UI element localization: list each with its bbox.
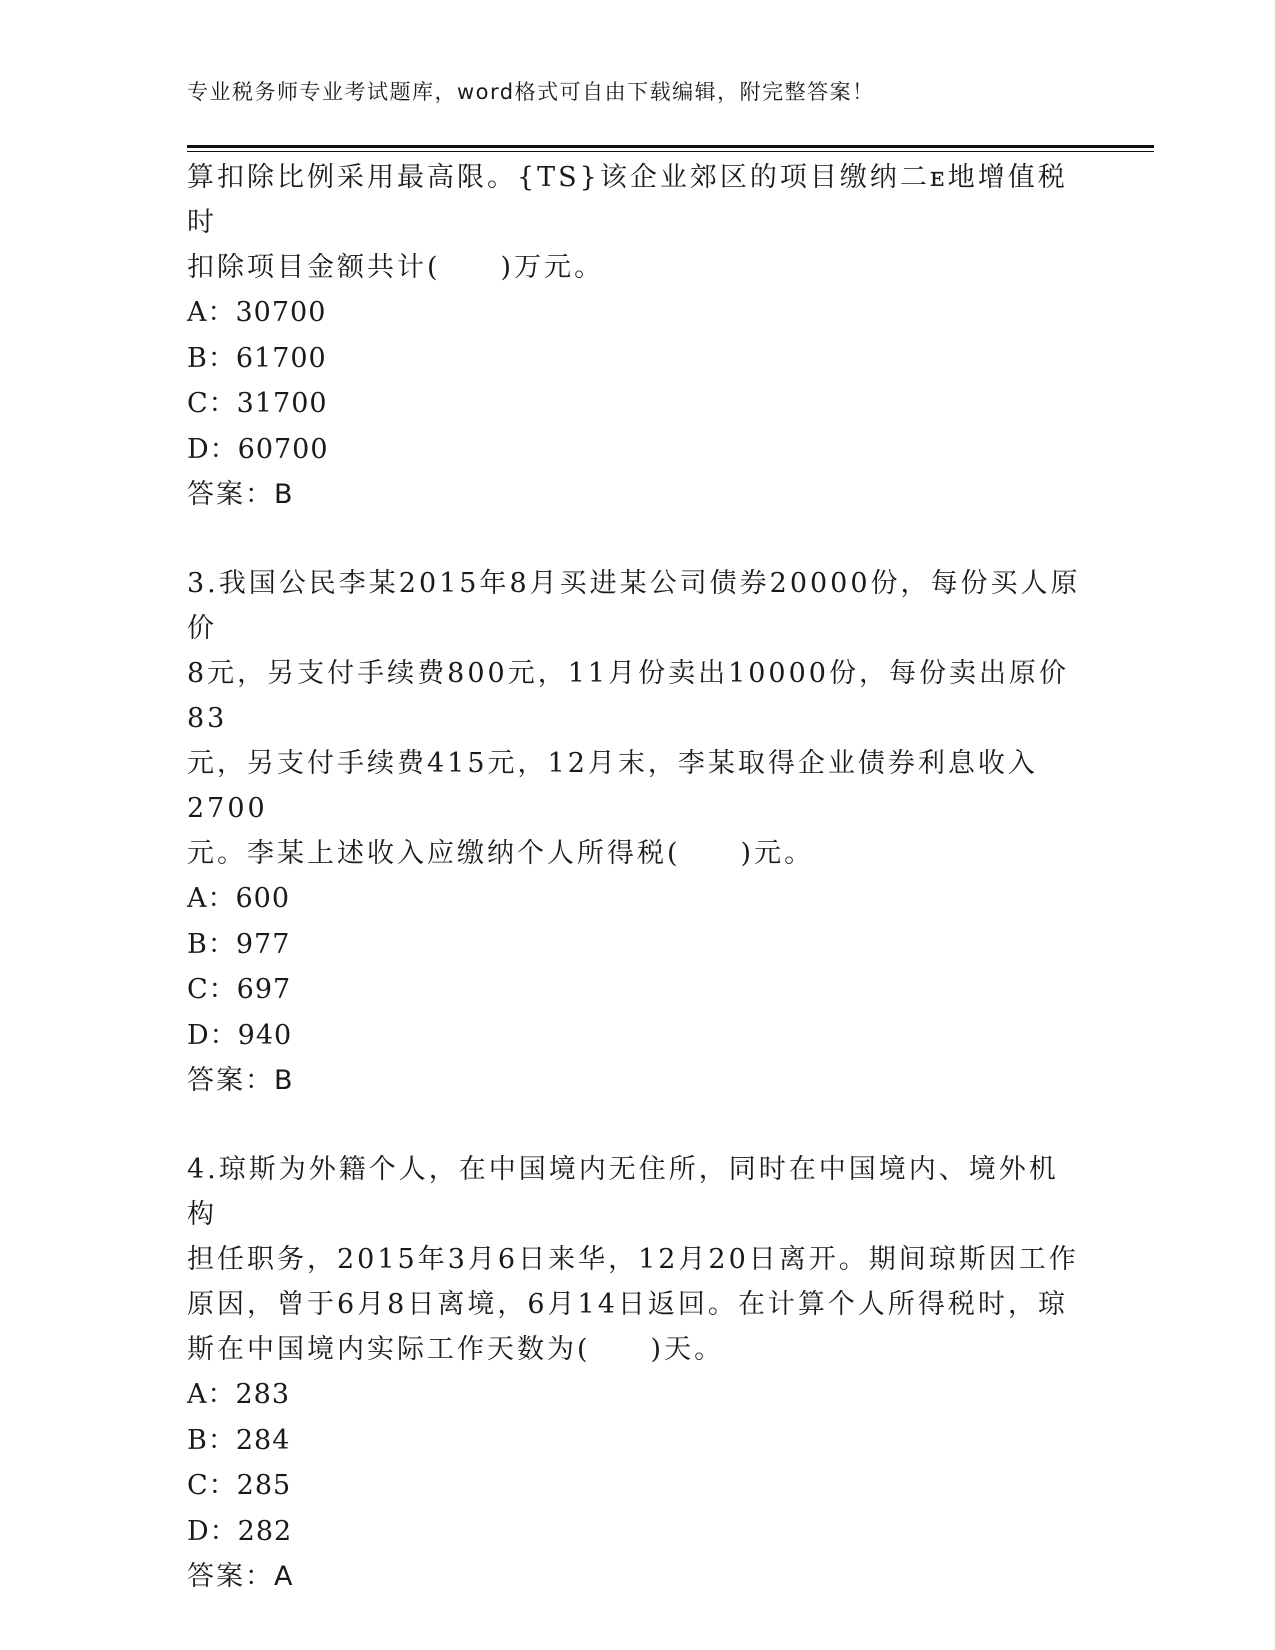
question-line: 斯在中国境内实际工作天数为( )天。	[187, 1334, 725, 1365]
option-b: B：977	[187, 928, 291, 960]
question-line: 3.我国公民李某2015年8月买进某公司债券20000份，每份买人原价	[187, 568, 1081, 644]
option-d: D：60700	[187, 433, 329, 465]
question-line: 原因，曾于6月8日离境，6月14日返回。在计算个人所得税时，琼	[187, 1289, 1068, 1320]
answer-line: 答案：B	[187, 1065, 295, 1096]
question-block	[187, 1147, 1087, 1599]
option-d: D：282	[187, 1515, 293, 1547]
header-rule-thick	[187, 145, 1154, 148]
question-line: 扣除项目金额共计( )万元。	[187, 252, 605, 283]
option-b: B：284	[187, 1424, 291, 1456]
question-block	[187, 155, 1087, 517]
spacer	[187, 517, 1087, 561]
option-a: A：30700	[187, 297, 327, 328]
question-line: 元，另支付手续费415元，12月末，李某取得企业债券利息收入2700	[187, 748, 1038, 824]
option-c: C：285	[187, 1470, 292, 1501]
question-line: 8元，另支付手续费800元，11月份卖出10000份，每份卖出原价83	[187, 658, 1069, 734]
question-line: 元。李某上述收入应缴纳个人所得税( )元。	[187, 838, 815, 869]
answer-line: 答案：B	[187, 479, 295, 510]
option-a: A：600	[187, 883, 291, 914]
question-block	[187, 561, 1087, 1103]
question-line: 4.琼斯为外籍个人，在中国境内无住所，同时在中国境内、境外机构	[187, 1154, 1059, 1230]
option-d: D：940	[187, 1019, 293, 1051]
option-c: C：697	[187, 974, 292, 1005]
document-body	[187, 155, 1087, 1599]
answer-line: 答案：A	[187, 1561, 295, 1592]
option-c: C：31700	[187, 388, 328, 419]
option-a: A：283	[187, 1379, 291, 1410]
question-line: 担任职务，2015年3月6日来华，12月20日离开。期间琼斯因工作	[187, 1244, 1079, 1275]
option-b: B：61700	[187, 342, 327, 374]
spacer	[187, 1103, 1087, 1147]
question-line: 算扣除比例采用最高限。{TS}该企业郊区的项目缴纳二ᴇ地增值税时	[187, 162, 1068, 238]
header-rule-thin	[187, 151, 1154, 152]
page-header: 专业税务师专业考试题库，word格式可自由下载编辑，附完整答案！	[187, 80, 875, 104]
